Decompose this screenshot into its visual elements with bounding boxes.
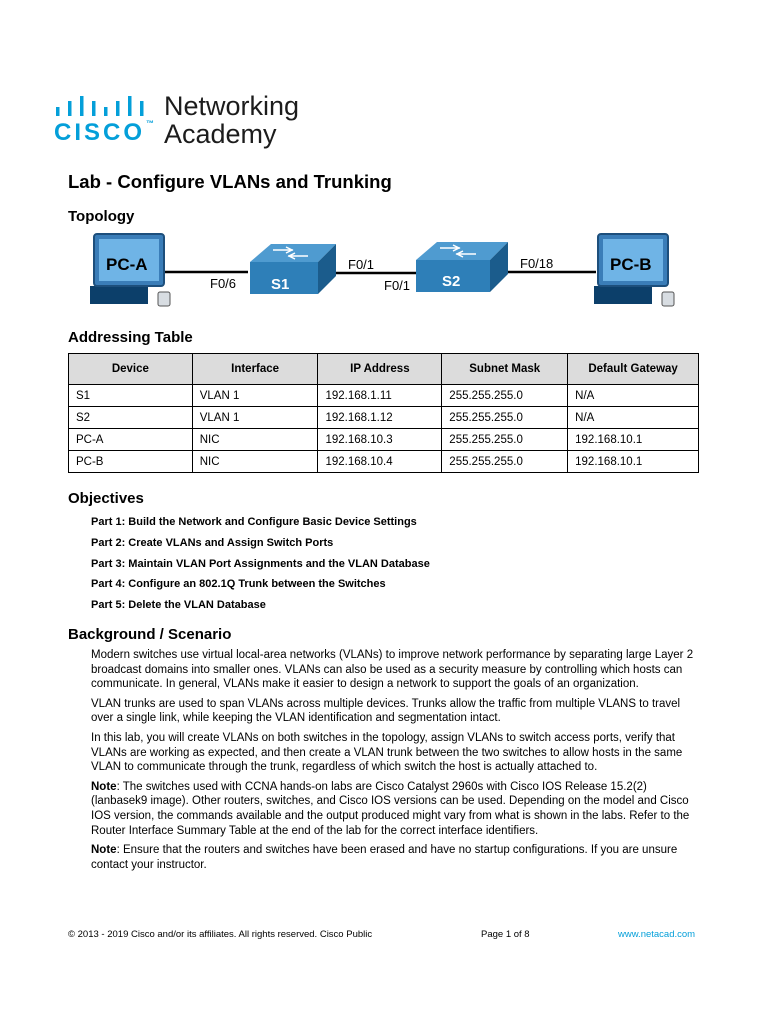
topology-heading: Topology bbox=[68, 208, 135, 225]
table-cell: 255.255.255.0 bbox=[442, 429, 568, 451]
table-row bbox=[69, 429, 699, 451]
note-text: : Ensure that the routers and switches have been erased and have no startup configurations. If you are unsure contact your instructor. bbox=[91, 844, 678, 871]
objective-item: Part 2: Create VLANs and Assign Switch Ports bbox=[91, 536, 334, 549]
note-label: Note bbox=[91, 844, 117, 857]
s1-label: S1 bbox=[271, 276, 290, 293]
table-cell: VLAN 1 bbox=[192, 385, 318, 407]
table-cell: NIC bbox=[192, 429, 318, 451]
objectives-heading: Objectives bbox=[68, 490, 144, 507]
table-row bbox=[69, 407, 699, 429]
col-header-ip-address: IP Address bbox=[318, 354, 442, 385]
s1-uplink-label: F0/1 bbox=[348, 257, 375, 272]
page-title: Lab - Configure VLANs and Trunking bbox=[68, 171, 392, 192]
note-paragraph bbox=[91, 780, 703, 838]
pc-a-port-label: F0/6 bbox=[210, 276, 237, 291]
objective-item: Part 5: Delete the VLAN Database bbox=[91, 599, 266, 612]
addressing-heading: Addressing Table bbox=[68, 329, 193, 346]
switch-s1-icon bbox=[250, 244, 336, 294]
table-cell: N/A bbox=[568, 407, 699, 429]
background-body bbox=[91, 648, 703, 877]
footer-website-link[interactable]: www.netacad.com bbox=[618, 929, 696, 940]
table-cell: N/A bbox=[568, 385, 699, 407]
table-cell: S1 bbox=[69, 385, 193, 407]
table-header-row bbox=[69, 354, 699, 385]
topology-diagram bbox=[68, 232, 708, 312]
table-cell: 192.168.10.1 bbox=[568, 451, 699, 473]
col-header-interface: Interface bbox=[192, 354, 318, 385]
table-cell: S2 bbox=[69, 407, 193, 429]
table-row bbox=[69, 385, 699, 407]
table-cell: 255.255.255.0 bbox=[442, 451, 568, 473]
background-heading: Background / Scenario bbox=[68, 626, 232, 643]
logo-academy-text: Academy bbox=[164, 119, 277, 149]
cisco-bars-icon bbox=[54, 96, 154, 118]
table-cell: NIC bbox=[192, 451, 318, 473]
table-cell: 255.255.255.0 bbox=[442, 407, 568, 429]
table-cell: 192.168.10.4 bbox=[318, 451, 442, 473]
col-header-subnet-mask: Subnet Mask bbox=[442, 354, 568, 385]
table-cell: 192.168.10.3 bbox=[318, 429, 442, 451]
objective-item: Part 1: Build the Network and Configure Basic Device Settings bbox=[91, 516, 417, 528]
table-cell: PC-B bbox=[69, 451, 193, 473]
s2-uplink-label: F0/1 bbox=[384, 278, 411, 293]
cisco-networking-academy-logo bbox=[54, 91, 314, 154]
table-row bbox=[69, 451, 699, 473]
cisco-wordmark: CISCO™ bbox=[54, 119, 155, 146]
background-paragraph: Modern switches use virtual local-area networks (VLANs) to improve network performance by separating large Layer 2 broadcast domains into smaller ones. VLANs can also be used as a security measure by controlling which hosts can communicate. In general, VLANs make it easier to design a network to support the goals of an organization. bbox=[91, 649, 694, 691]
background-paragraph: In this lab, you will create VLANs on both switches in the topology, assign VLANs to switch access ports, verify that VLANs are working as expected, and then create a VLAN trunk between the two switches to allow hosts in the same VLAN to communicate through the trunk, regardless of which switch the host is actually attached to. bbox=[91, 731, 683, 774]
pc-a-label: PC-A bbox=[106, 255, 148, 274]
table-cell: 192.168.1.12 bbox=[318, 407, 442, 429]
s2-label: S2 bbox=[442, 273, 461, 290]
s2-pc-port-label: F0/18 bbox=[520, 256, 554, 271]
background-paragraph: VLAN trunks are used to span VLANs across multiple devices. Trunks allow the traffic from multiple VLANS to travel over a single link, while keeping the VLAN identification and segmentation intact. bbox=[91, 697, 681, 725]
col-header-device: Device bbox=[69, 354, 193, 385]
table-cell: 192.168.1.11 bbox=[318, 385, 442, 407]
pc-b-label: PC-B bbox=[610, 255, 652, 274]
table-cell: VLAN 1 bbox=[192, 407, 318, 429]
note-text: : The switches used with CCNA hands-on labs are Cisco Catalyst 2960s with Cisco IOS Release 15.2(2) (lanbasek9 image). Other routers, switches, and Cisco IOS versions can be used. Depending on the model and Cisco IOS version, the commands available and the output produced might vary from what is shown in the labs. Refer to the Router Interface Summary Table at the end of the lab for the correct interface identifiers. bbox=[91, 780, 690, 837]
objective-item: Part 3: Maintain VLAN Port Assignments and the VLAN Database bbox=[91, 557, 430, 570]
switch-s2-icon bbox=[416, 242, 508, 292]
objectives-list bbox=[91, 514, 430, 618]
col-header-default-gateway: Default Gateway bbox=[568, 354, 699, 385]
note-label: Note bbox=[91, 780, 117, 793]
table-cell: 192.168.10.1 bbox=[568, 429, 699, 451]
note-paragraph bbox=[91, 843, 703, 872]
addressing-table bbox=[68, 353, 699, 473]
footer-page-number: Page 1 of 8 bbox=[481, 929, 530, 940]
logo-networking-text: Networking bbox=[164, 91, 300, 121]
table-cell: PC-A bbox=[69, 429, 193, 451]
footer-copyright: © 2013 - 2019 Cisco and/or its affiliates. All rights reserved. Cisco Public bbox=[68, 929, 373, 940]
objective-item: Part 4: Configure an 802.1Q Trunk between the Switches bbox=[91, 578, 386, 591]
table-cell: 255.255.255.0 bbox=[442, 385, 568, 407]
